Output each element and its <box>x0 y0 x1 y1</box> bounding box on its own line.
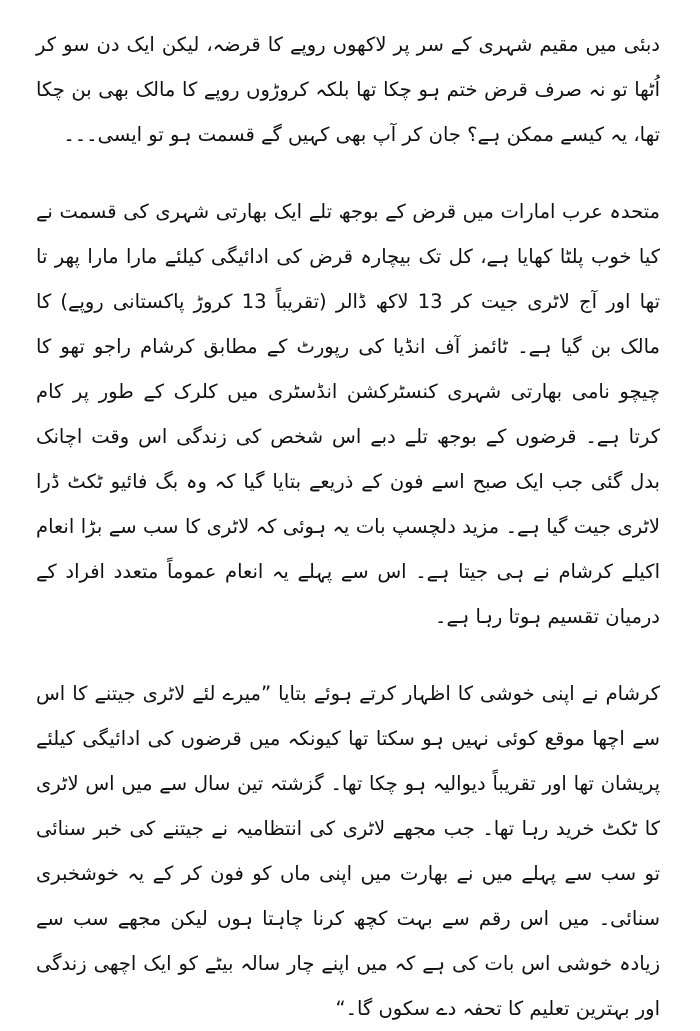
article-paragraph-quote: کرشام نے اپنی خوشی کا اظہار کرتے ہوئے بتایا ”میرے لئے لاٹری جیتنے کا اس سے اچھا موقع کوئی نہیں ہو سکتا تھا کیونکہ میں قرضوں کی ادائیگی کیلئے پریشان تھا اور تقریباً دیوالیہ ہو چکا تھا۔ گزشتہ تین سال سے میں اس لاٹری کا ٹکٹ خرید رہا تھا۔ جب مجھے لاٹری کی انتظامیہ نے جیتنے کی خبر سنائی تو سب سے پہلے میں نے بھارت میں اپنی ماں کو فون کر کے یہ خوشخبری سنائی۔ میں اس رقم سے بہت کچھ کرنا چاہتا ہوں لیکن مجھے سب سے زیادہ خوشی اس بات کی ہے کہ میں اپنے چار سالہ بیٹے کو ایک اچھی زندگی اور بہترین تعلیم کا تحفہ دے سکوں گا۔“ <box>36 682 660 1020</box>
article-paragraph-story: متحدہ عرب امارات میں قرض کے بوجھ تلے ایک بھارتی شہری کی قسمت نے کیا خوب پلٹا کھایا ہے، کل تک بیچارہ قرض کی ادائیگی کیلئے مارا مارا پھر تا تھا اور آج لاٹری جیت کر 13 لاکھ ڈالر (تقریباً 13 کروڑ پاکستانی روپے) کا مالک بن گیا ہے۔ ٹائمز آف انڈیا کی رپورٹ کے مطابق کرشام راجو تھو کا چیچو نامی بھارتی شہری کنسٹرکشن انڈسٹری میں کلرک کے طور پر کام کرتا ہے۔ قرضوں کے بوجھ تلے دبے اس شخص کی زندگی اس وقت اچانک بدل گئی جب ایک صبح اسے فون کے ذریعے بتایا گیا کہ وہ بگ فائیو ٹکٹ ڈرا لاٹری جیت گیا ہے۔ مزید دلچسپ بات یہ ہوئی کہ لاٹری کا سب سے بڑا انعام اکیلے کرشام نے ہی جیتا ہے۔ اس سے پہلے یہ انعام عموماً متعدد افراد کے درمیان تقسیم ہوتا رہا ہے۔ <box>36 200 660 628</box>
article-paragraph-intro: دبئی میں مقیم شہری کے سر پر لاکھوں روپے کا قرضہ، لیکن ایک دن سو کر اُٹھا تو نہ صرف قرض ختم ہو چکا تھا بلکہ کروڑوں روپے کا مالک بھی بن چکا تھا، یہ کیسے ممکن ہے؟ جان کر آپ بھی کہیں گے قسمت ہو تو ایسی۔۔۔ <box>36 33 660 146</box>
